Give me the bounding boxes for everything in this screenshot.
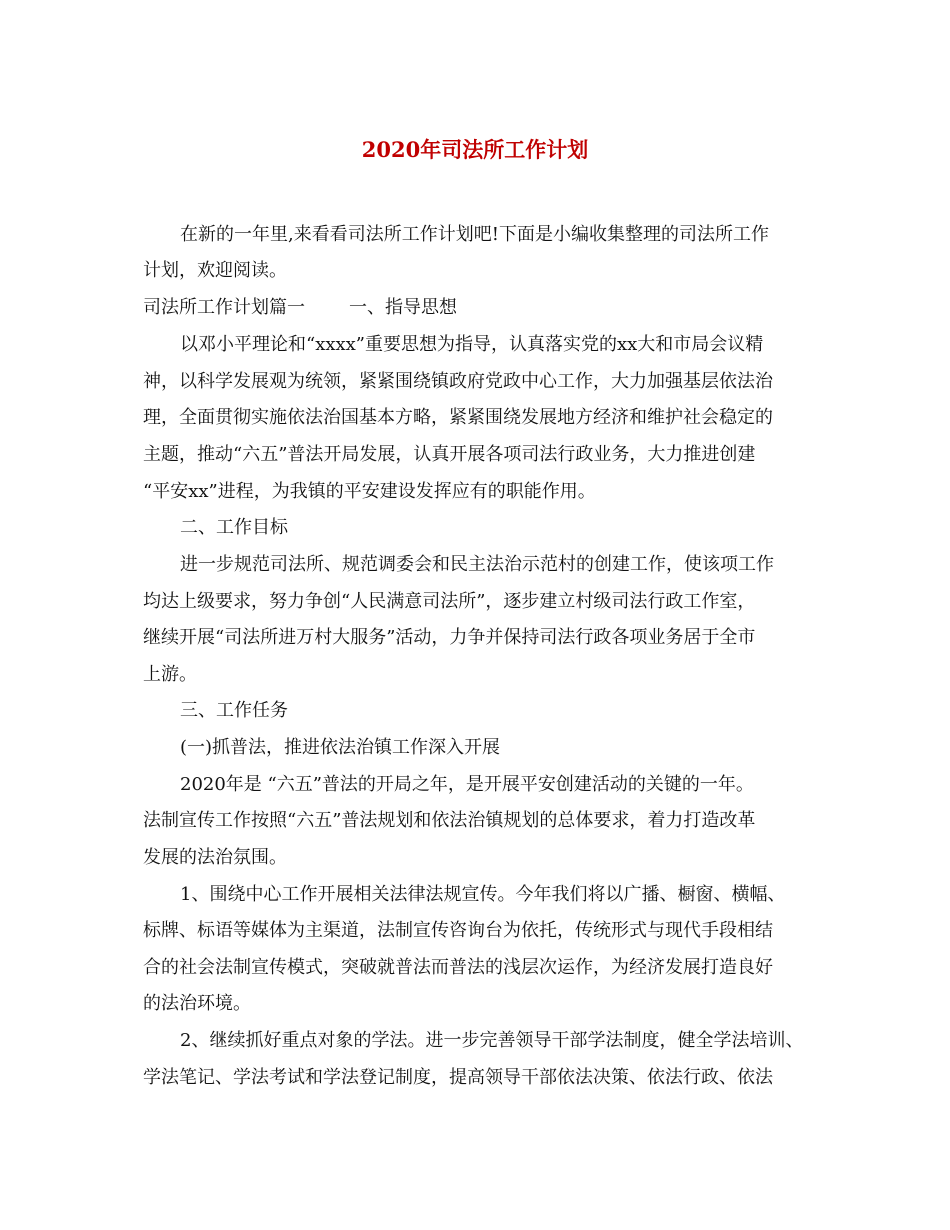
subsection-heading: (一)抓普法，推进依法治镇工作深入开展 [180,737,501,758]
section-heading: 二、工作目标 [180,517,288,538]
paragraph-line: 主题，推动“六五”普法开局发展，认真开展各项司法行政业务，大力推进创建 [143,444,756,465]
paragraph-line: 以邓小平理论和“xxxx”重要思想为指导，认真落实党的xx大和市局会议精 [180,334,764,355]
paragraph-line: 合的社会法制宣传模式，突破就普法而普法的浅层次运作，为经济发展打造良好 [143,957,773,978]
paragraph-line: 2、继续抓好重点对象的学法。进一步完善领导干部学法制度，健全学法培训、 [180,1030,804,1051]
paragraph-line: 发展的法治氛围。 [143,847,287,868]
paragraph-line: 进一步规范司法所、规范调委会和民主法治示范村的创建工作，使该项工作 [180,554,774,575]
paragraph-line: 的法治环境。 [143,993,251,1014]
section-heading: 一、指导思想 [349,297,457,318]
paragraph-line: 计划，欢迎阅读。 [143,260,287,281]
paragraph-line: 2020年是 “六五”普法的开局之年，是开展平安创建活动的关键的一年。 [180,774,754,795]
section-label: 司法所工作计划篇一 [143,297,305,318]
paragraph-line: 上游。 [143,664,197,685]
document-title: 2020年司法所工作计划 [361,137,589,162]
paragraph-line: 理，全面贯彻实施依法治国基本方略，紧紧围绕发展地方经济和维护社会稳定的 [143,407,773,428]
paragraph-line: 继续开展“司法所进万村大服务”活动，力争并保持司法行政各项业务居于全市 [143,627,756,648]
paragraph-line: 神，以科学发展观为统领，紧紧围绕镇政府党政中心工作，大力加强基层依法治 [143,371,773,392]
paragraph-line: 在新的一年里,来看看司法所工作计划吧!下面是小编收集整理的司法所工作 [180,224,769,245]
paragraph-line: 标牌、标语等媒体为主渠道，法制宣传咨询台为依托，传统形式与现代手段相结 [143,920,773,941]
paragraph-line: 法制宣传工作按照“六五”普法规划和依法治镇规划的总体要求，着力打造改革 [143,810,756,831]
paragraph-line: 1、围绕中心工作开展相关法律法规宣传。今年我们将以广播、橱窗、横幅、 [180,884,786,905]
section-heading: 三、工作任务 [180,700,288,721]
paragraph-line: “平安xx”进程，为我镇的平安建设发挥应有的职能作用。 [143,481,596,502]
paragraph-line: 均达上级要求，努力争创“人民满意司法所”，逐步建立村级司法行政工作室， [143,591,756,612]
paragraph-line: 学法笔记、学法考试和学法登记制度，提高领导干部依法决策、依法行政、依法 [143,1067,773,1088]
